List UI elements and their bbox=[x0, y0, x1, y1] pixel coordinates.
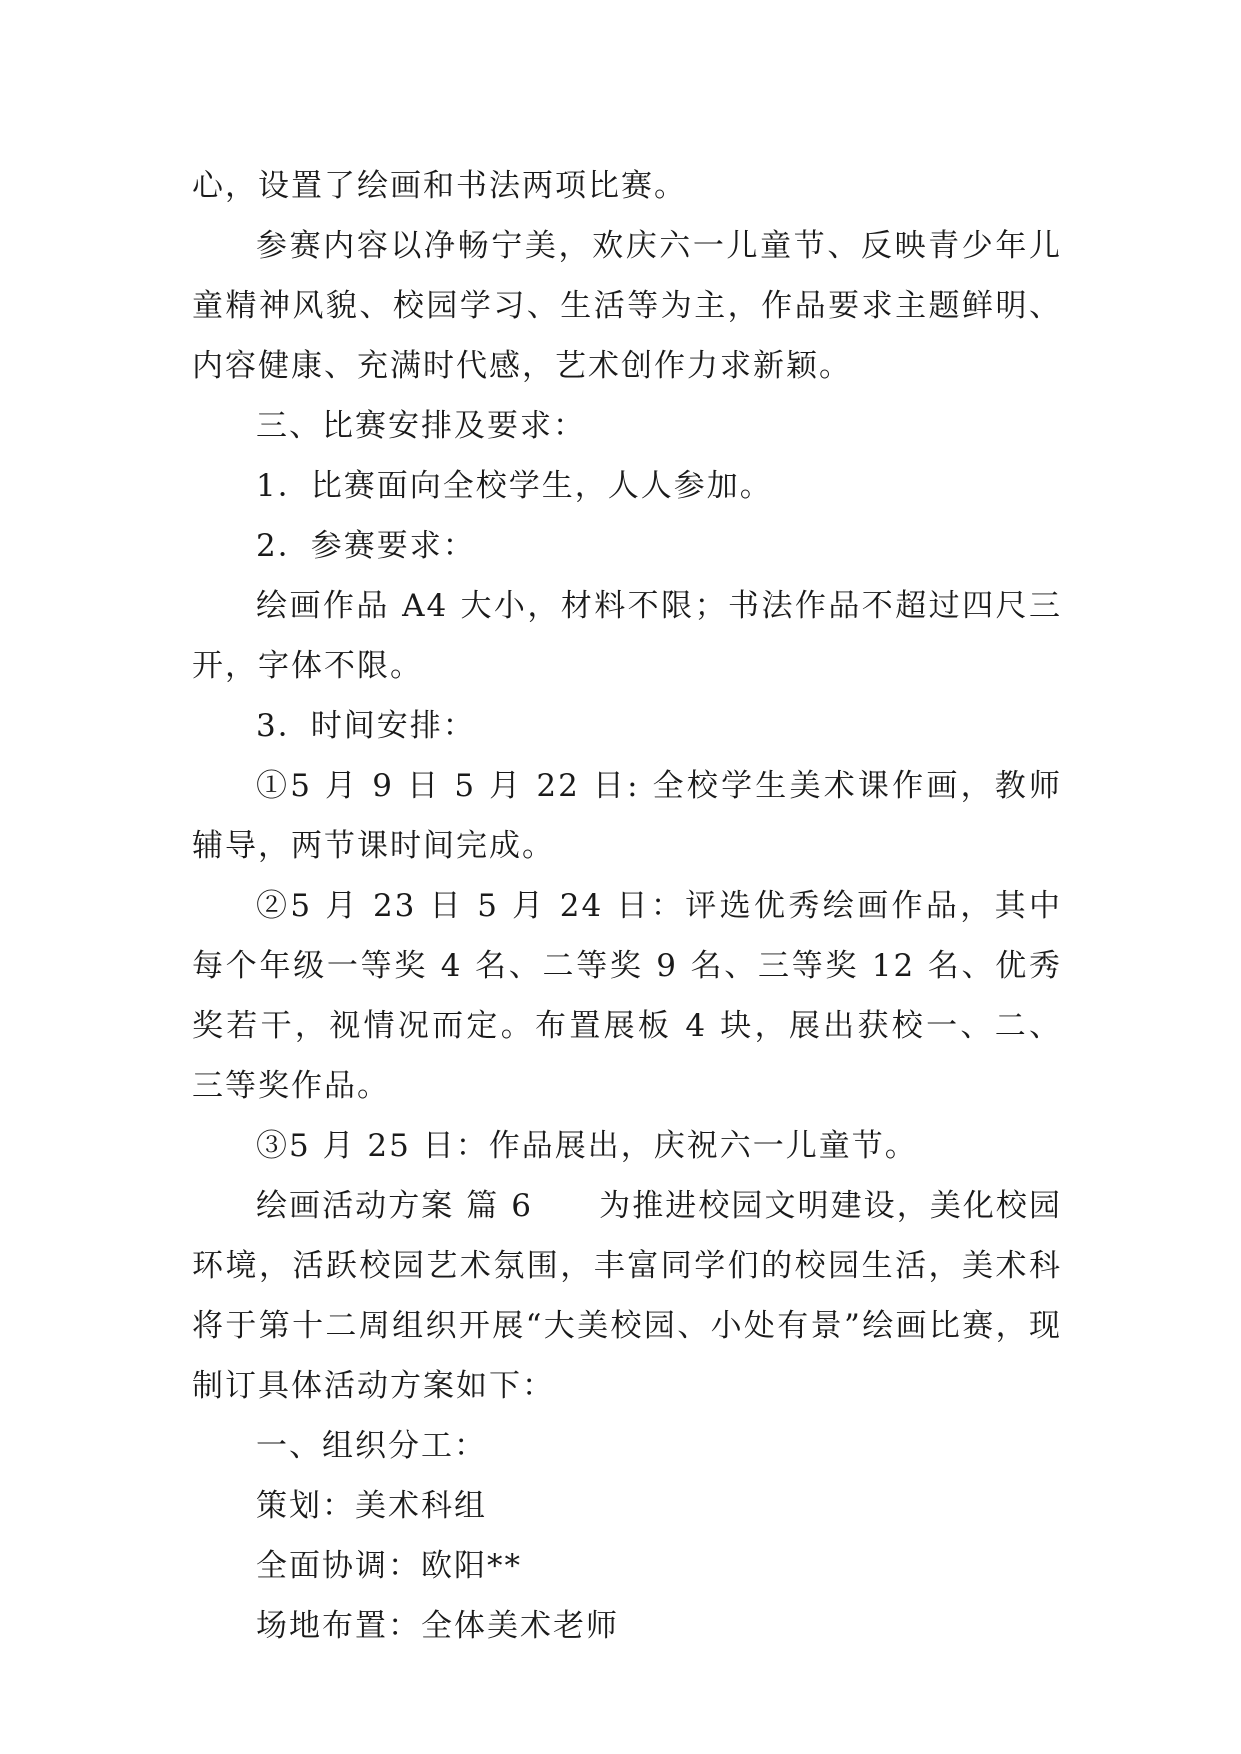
list-item: 3．时间安排： bbox=[256, 708, 476, 744]
list-item: 1．比赛面向全校学生，人人参加。 bbox=[256, 468, 773, 504]
paragraph: 绘画作品 A4 大小，材料不限；书法作品不超过四尺三开，字体不限。 bbox=[192, 588, 1062, 684]
paragraph: 绘画活动方案 篇 6 为推进校园文明建设，美化校园环境，活跃校园艺术氛围，丰富同学们的校园生活，美术科将于第十二周组织开展“大美校园、小处有景”绘画比赛，现制订具体活动方案如下： bbox=[192, 1188, 1062, 1404]
schedule-item: ③5 月 25 日：作品展出，庆祝六一儿童节。 bbox=[256, 1128, 918, 1164]
schedule-item: ①5 月 9 日 5 月 22 日: 全校学生美术课作画，教师辅导，两节课时间完成。 bbox=[192, 768, 1062, 864]
paragraph: 心，设置了绘画和书法两项比赛。 bbox=[192, 168, 687, 204]
document-body bbox=[192, 156, 1062, 1656]
list-item: 2．参赛要求： bbox=[256, 528, 476, 564]
paragraph: 全面协调：欧阳** bbox=[256, 1548, 522, 1584]
paragraph: 场地布置：全体美术老师 bbox=[256, 1608, 619, 1644]
section-heading: 三、比赛安排及要求： bbox=[256, 408, 586, 444]
schedule-item: ②5 月 23 日 5 月 24 日：评选优秀绘画作品，其中每个年级一等奖 4 名、二等奖 9 名、三等奖 12 名、优秀奖若干，视情况而定。布置展板 4 块，展出获校一、二、三等奖作品。 bbox=[192, 888, 1062, 1104]
section-heading: 一、组织分工： bbox=[256, 1428, 487, 1464]
paragraph: 参赛内容以净畅宁美，欢庆六一儿童节、反映青少年儿童精神风貌、校园学习、生活等为主，作品要求主题鲜明、内容健康、充满时代感，艺术创作力求新颖。 bbox=[192, 228, 1062, 384]
paragraph: 策划：美术科组 bbox=[256, 1488, 487, 1524]
